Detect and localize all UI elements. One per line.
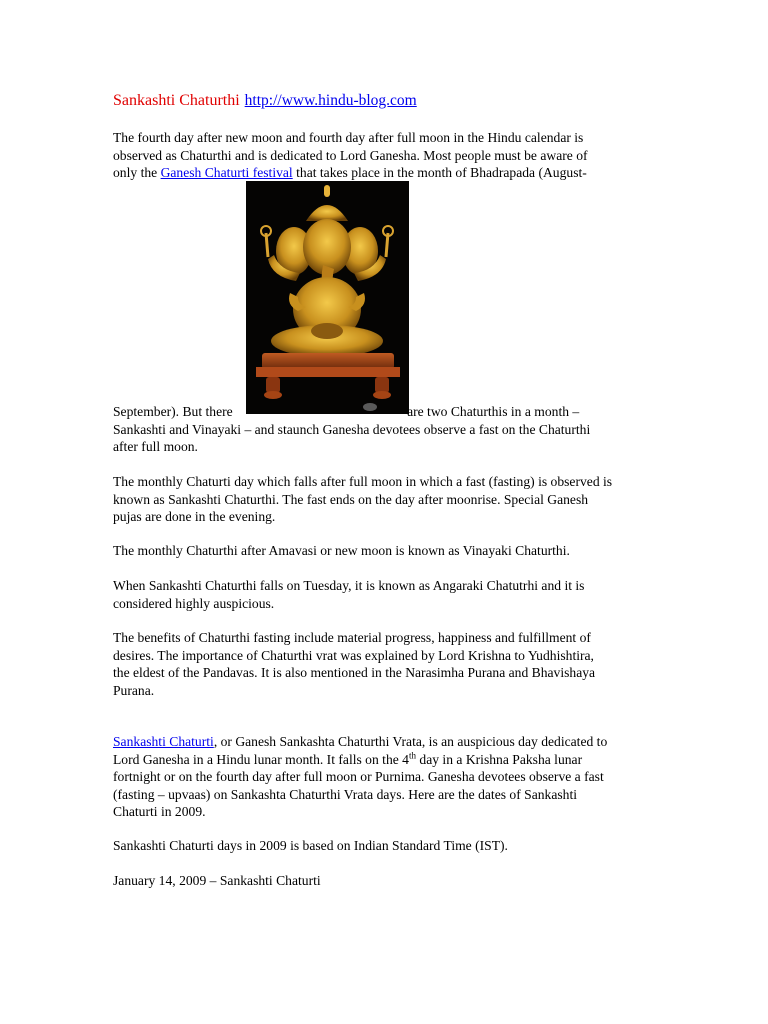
ganesha-image bbox=[246, 181, 409, 414]
paragraph-intro-continued bbox=[113, 403, 673, 456]
paragraph-intro bbox=[113, 129, 673, 182]
text-line: only the bbox=[113, 165, 161, 180]
text-line: The fourth day after new moon and fourth day after full moon in the Hindu calendar is bbox=[113, 130, 584, 145]
text-line: , or Ganesh Sankashta Chaturthi Vrata, is an auspicious day dedicated to bbox=[213, 734, 608, 749]
text-line: (fasting – upvaas) on Sankashta Chaturthi Vrata days. Here are the dates of Sankashti bbox=[113, 786, 578, 802]
text-line: The benefits of Chaturthi fasting include material progress, happiness and fulfillment of bbox=[113, 630, 591, 645]
paragraph-vinayaki bbox=[113, 542, 673, 560]
text-line: that takes place in the month of Bhadrapada (August- bbox=[292, 165, 587, 180]
text-line: are two Chaturthis in a month – bbox=[407, 404, 580, 419]
text-line: known as Sankashti Chaturthi. The fast ends on the day after moonrise. Special Ganesh bbox=[113, 491, 589, 507]
title-line bbox=[113, 92, 673, 110]
paragraph-vrata bbox=[113, 733, 673, 821]
text-line: fortnight or on the fourth day after full moon or Purnima. Ganesha devotees observe a fast bbox=[113, 769, 604, 784]
text-line: The monthly Chaturthi after Amavasi or new moon is known as Vinayaki Chaturthi. bbox=[113, 543, 570, 558]
text-line: Chaturti in 2009. bbox=[113, 804, 206, 819]
paragraph-angaraki bbox=[113, 577, 673, 612]
text-line: Purana. bbox=[113, 682, 155, 698]
text-line: observed as Chaturthi and is dedicated to Lord Ganesha. Most people must be aware of bbox=[113, 147, 588, 163]
text-line: When Sankashti Chaturthi falls on Tuesday, it is known as Angaraki Chatutrhi and it is bbox=[113, 578, 585, 593]
text-line: September). But there bbox=[113, 404, 237, 419]
paragraph-benefits bbox=[113, 629, 673, 699]
text-line: January 14, 2009 – Sankashti Chaturti bbox=[113, 873, 321, 888]
date-entry bbox=[113, 872, 673, 890]
text-line: Sankashti and Vinayaki – and staunch Ganesha devotees observe a fast on the Chaturthi bbox=[113, 421, 591, 437]
text-line: the eldest of the Pandavas. It is also mentioned in the Narasimha Purana and Bhavishaya bbox=[113, 665, 596, 680]
text-line: Lord Ganesha in a Hindu lunar month. It falls on the 4 bbox=[113, 751, 409, 767]
text-line: The monthly Chaturti day which falls after full moon in which a fast (fasting) is observed is bbox=[113, 474, 613, 489]
ganesh-chaturti-festival-link[interactable]: Ganesh Chaturti festival bbox=[160, 165, 293, 180]
text-line: Sankashti Chaturti days in 2009 is based on Indian Standard Time (IST). bbox=[113, 838, 508, 853]
hindu-blog-link[interactable]: http://www.hindu-blog.com bbox=[244, 92, 417, 109]
paragraph-sankashti-definition bbox=[113, 473, 673, 526]
text-line: day in a Krishna Paksha lunar bbox=[416, 751, 583, 767]
text-line: pujas are done in the evening. bbox=[113, 509, 276, 524]
text-line: considered highly auspicious. bbox=[113, 595, 275, 611]
superscript: th bbox=[408, 749, 416, 760]
page-title: Sankashti Chaturthi bbox=[113, 92, 240, 109]
text-line: after full moon. bbox=[113, 439, 198, 454]
ganesha-illustration bbox=[246, 181, 409, 414]
text-line: desires. The importance of Chaturthi vrat was explained by Lord Krishna to Yudhishtira, bbox=[113, 647, 594, 663]
sankashti-chaturti-link[interactable]: Sankashti Chaturti bbox=[113, 734, 214, 749]
paragraph-ist-note bbox=[113, 837, 673, 855]
